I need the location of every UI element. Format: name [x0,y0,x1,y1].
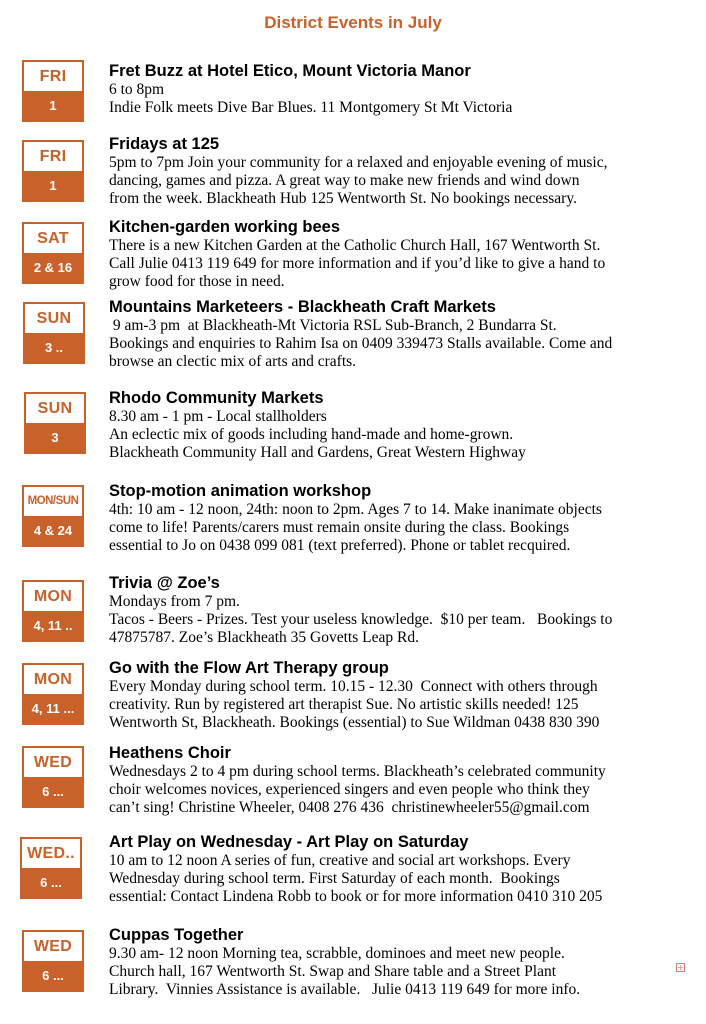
date-badge [22,580,84,642]
badge-day: MON/SUN [27,495,79,507]
badge-date: 4, 11 .. [24,611,82,640]
badge-date: 3 .. [25,333,83,362]
date-badge [24,392,86,454]
date-badge [23,302,85,364]
event-title: Trivia @ Zoe’s [109,574,220,592]
badge-date: 6 ... [22,868,80,897]
badge-day: WED [33,938,73,955]
event-title: Heathens Choir [109,744,231,762]
badge-date: 1 [24,171,82,200]
badge-date: 2 & 16 [24,253,82,282]
date-badge [20,837,82,899]
badge-date: 6 ... [24,961,82,990]
event-description: 10 am to 12 noon A series of fun, creative and social art workshops. Every Wednesday during school term. First Saturday of each month. Bookings essential: Contact Lindena Robb to book or for more information 0410 310 205 [109,852,603,905]
event-description: 8.30 am - 1 pm - Local stallholders An eclectic mix of goods including hand-made and home-grown. Blackheath Community Hall and Gardens, Great Western Highway [109,408,526,461]
plus-box-icon[interactable]: + [677,963,684,972]
badge-date: 1 [24,91,82,120]
badge-day: SUN [37,400,73,417]
event-description: Mondays from 7 pm. Tacos - Beers - Prizes. Test your useless knowledge. $10 per team. Bookings to 47875787. Zoe’s Blackheath 35 Govetts Leap Rd. [109,593,613,646]
event-description: 4th: 10 am - 12 noon, 24th: noon to 2pm. Ages 7 to 14. Make inanimate objects come to life! Parents/carers must remain onsite during the class. Bookings essential to Jo on 0438 099 081 (text preferred). Phone or tablet recquired. [109,501,602,554]
event-title: Go with the Flow Art Therapy group [109,659,389,677]
badge-day: SAT [37,230,69,247]
badge-day: FRI [39,68,67,85]
event-description: There is a new Kitchen Garden at the Catholic Church Hall, 167 Wentworth St. Call Julie 0413 119 649 for more information and if you’d like to give a hand to grow food for those in need. [109,237,606,290]
badge-date: 3 [26,423,84,452]
date-badge [22,222,84,284]
date-badge [22,140,84,202]
event-title: Rhodo Community Markets [109,389,324,407]
event-description: 5pm to 7pm Join your community for a relaxed and enjoyable evening of music, dancing, games and pizza. A great way to make new friends and wind down from the week. Blackheath Hub 125 Wentworth St. No bookings necessary. [109,154,608,207]
badge-day: WED.. [27,845,75,862]
date-badge [22,930,84,992]
event-title: Cuppas Together [109,926,244,944]
event-title: Fridays at 125 [109,135,220,153]
event-title: Art Play on Wednesday - Art Play on Saturday [109,833,469,851]
date-badge [22,746,84,808]
date-badge [22,60,84,122]
badge-day: SUN [36,310,72,327]
page-title: District Events in July [264,13,442,32]
event-title: Fret Buzz at Hotel Etico, Mount Victoria Manor [109,62,471,80]
badge-day: WED [33,754,73,771]
badge-date: 4 & 24 [24,516,82,545]
badge-date: 6 ... [24,777,82,806]
badge-date: 4, 11 ... [24,694,82,723]
event-description: 9.30 am- 12 noon Morning tea, scrabble, dominoes and meet new people. Church hall, 167 Wentworth St. Swap and Share table and a Street Plant Library. Vinnies Assistance is available. Julie 0413 119 649 for more info. [109,945,581,998]
badge-day: MON [33,588,73,605]
event-title: Kitchen-garden working bees [109,218,341,236]
event-description: Every Monday during school term. 10.15 - 12.30 Connect with others through creativity. Run by registered art therapist Sue. No artistic skills needed! 125 Wentworth St, Blackheath. Bookings (essential) to Sue Wildman 0438 830 390 [109,678,600,731]
badge-day: FRI [39,148,67,165]
date-badge [22,663,84,725]
event-description: 6 to 8pm Indie Folk meets Dive Bar Blues. 11 Montgomery St Mt Victoria [109,81,513,116]
event-title: Stop-motion animation workshop [109,482,372,500]
event-title: Mountains Marketeers - Blackheath Craft Markets [109,298,496,316]
date-badge [22,485,84,547]
event-description: 9 am-3 pm at Blackheath-Mt Victoria RSL Sub-Branch, 2 Bundarra St. Bookings and enquiries to Rahim Isa on 0409 339473 Stalls available. Come and browse an clectic mix of arts and crafts. [109,317,613,370]
event-description: Wednesdays 2 to 4 pm during school terms. Blackheath’s celebrated community choir welcomes novices, experienced singers and even people who think they can’t sing! Christine Wheeler, 0408 276 436 christinewheeler55@gmail.com [109,763,606,816]
badge-day: MON [33,671,73,688]
